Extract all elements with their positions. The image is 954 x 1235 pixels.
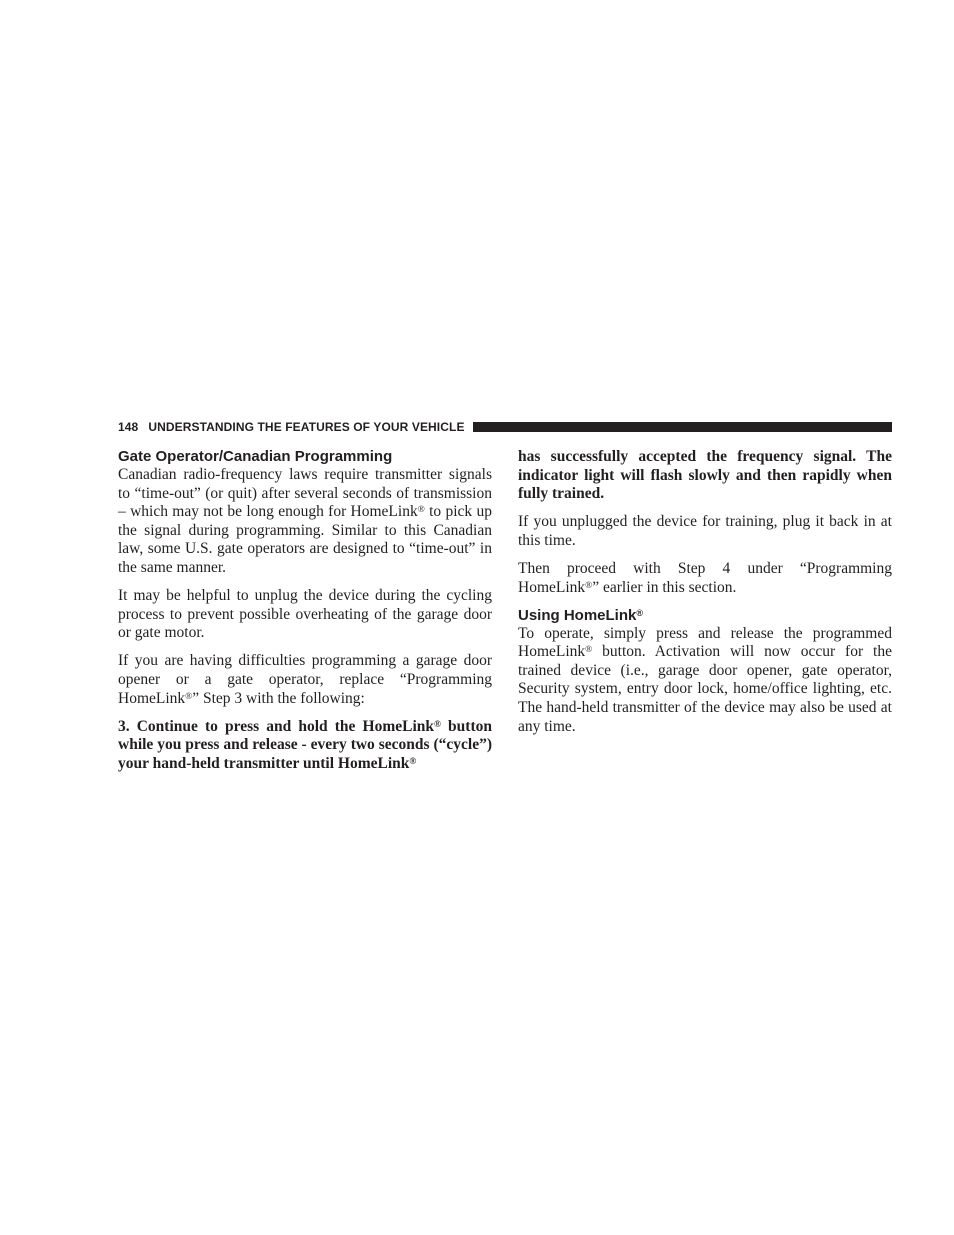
registered-mark: ® bbox=[185, 691, 193, 702]
registered-mark: ® bbox=[585, 580, 593, 591]
registered-mark: ® bbox=[434, 719, 441, 730]
paragraph-plug-back: If you unplugged the device for training, plug it back in at this time. bbox=[518, 513, 892, 549]
step-3-instruction: 3. Continue to press and hold the HomeLink® button while you press and release - every two seconds (“cycle”) your hand-held transmitter until HomeLink® bbox=[118, 717, 492, 772]
registered-mark: ® bbox=[417, 505, 425, 516]
page-header bbox=[118, 418, 892, 436]
heading-gate-operator: Gate Operator/Canadian Programming bbox=[118, 448, 393, 465]
paragraph-operate: To operate, simply press and release the programmed HomeLink® button. Activation will now occur for the trained device (i.e., garage door opener, gate operator, Security system, entry door lock, home/office lighting, etc. The hand-held transmitter of the device may also be used at any time. bbox=[518, 624, 892, 735]
paragraph-canadian-laws: Canadian radio-frequency laws require transmitter signals to “time-out” (or quit) after several seconds of transmission – which may not be long enough for HomeLink® to pick up the signal during programming. Similar to this Canadian law, some U.S. gate operators are designed to “time-out” in the same manner. bbox=[118, 466, 492, 576]
right-column bbox=[518, 448, 892, 746]
paragraph-proceed-step-4: Then proceed with Step 4 under “Programming HomeLink®” earlier in this section. bbox=[518, 559, 892, 596]
registered-mark: ® bbox=[636, 607, 643, 618]
paragraph-difficulties: If you are having difficulties programming a garage door opener or a gate operator, replace “Programming HomeLink®” Step 3 with the following: bbox=[118, 652, 492, 707]
page-number: 148 bbox=[118, 420, 139, 434]
registered-mark: ® bbox=[585, 645, 593, 656]
header-rule bbox=[473, 422, 892, 432]
step-3-continued: has successfully accepted the frequency signal. The indicator light will flash slowly and then rapidly when fully trained. bbox=[518, 448, 892, 503]
registered-mark: ® bbox=[409, 756, 417, 767]
left-column bbox=[118, 448, 492, 783]
section-title: UNDERSTANDING THE FEATURES OF YOUR VEHICLE bbox=[148, 420, 465, 434]
paragraph-unplug-device: It may be helpful to unplug the device during the cycling process to prevent possible overheating of the garage door or gate motor. bbox=[118, 587, 492, 642]
heading-using-homelink: Using HomeLink® bbox=[518, 606, 643, 624]
